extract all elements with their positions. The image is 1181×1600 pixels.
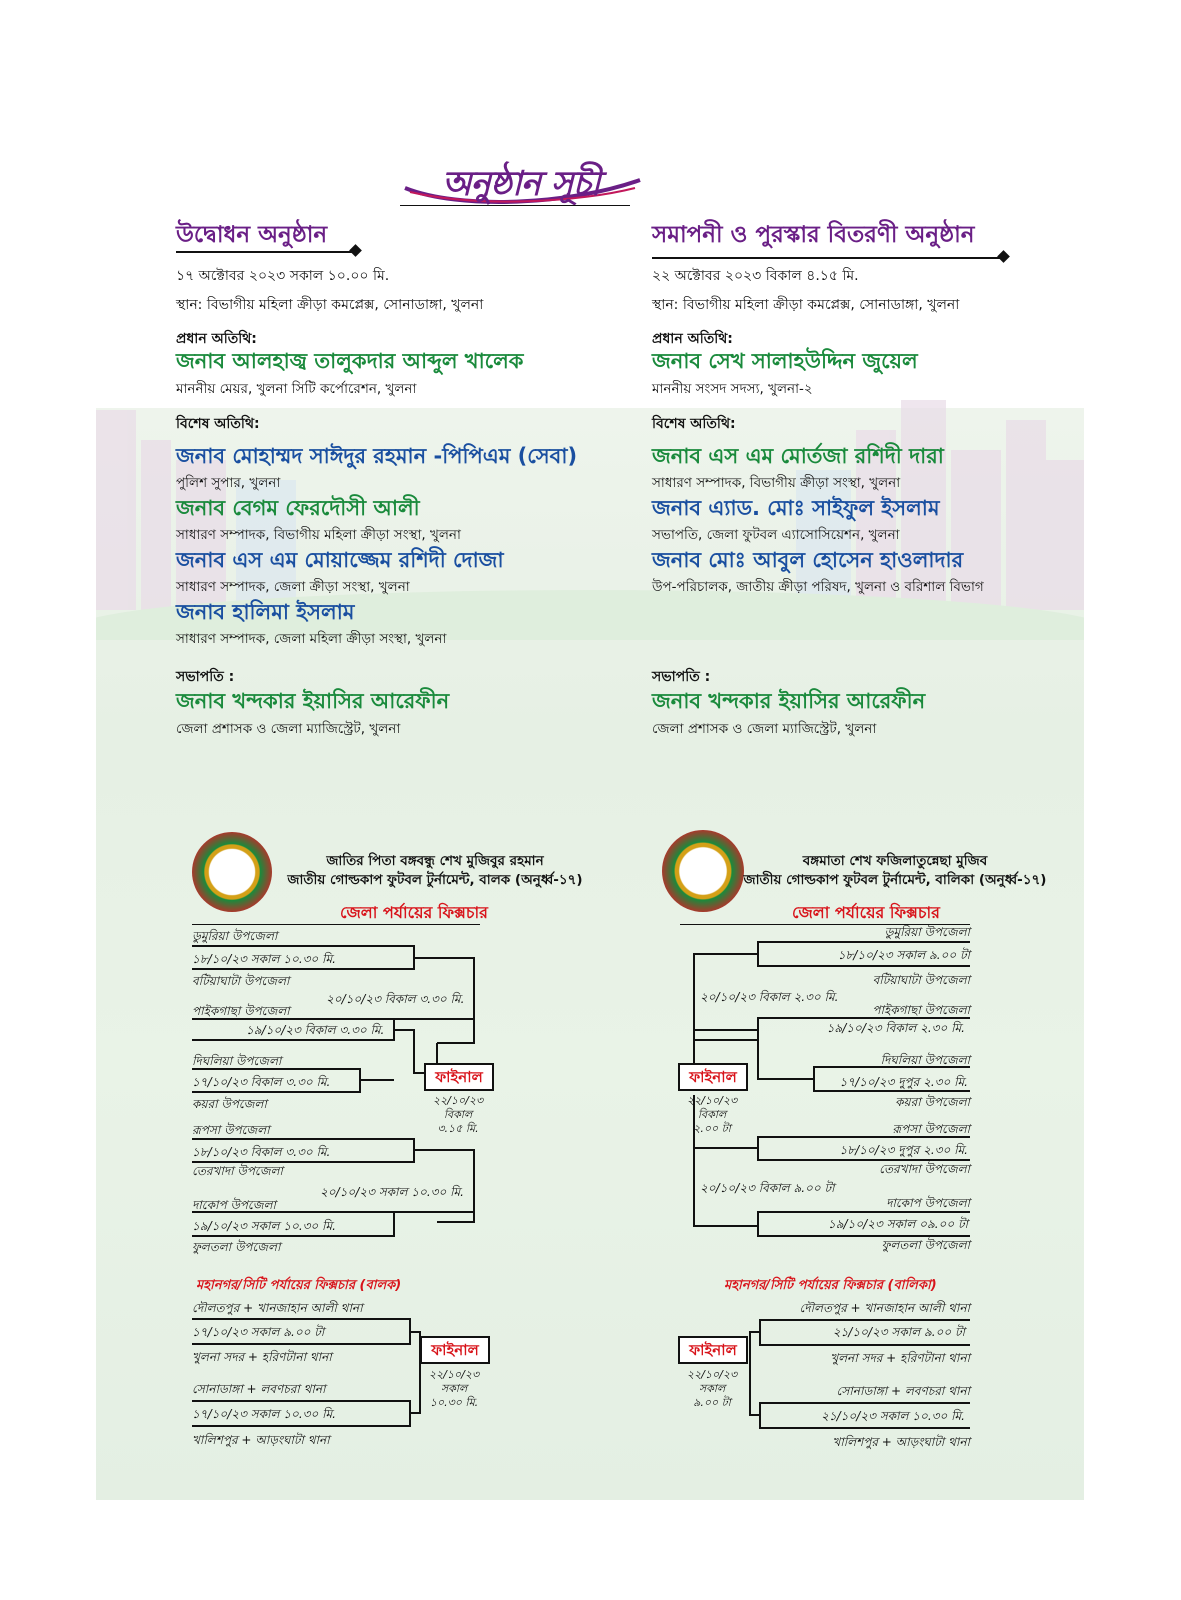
- boys-team: কয়রা উপজেলা: [192, 1097, 267, 1111]
- girls-match: ১৯/১০/২৩ সকাল ০৯.০০ টা: [827, 1217, 968, 1231]
- girls-final-period: বিকাল: [697, 1108, 727, 1121]
- girls-city-final-label: ফাইনাল: [678, 1336, 748, 1364]
- girls-title-line2: জাতীয় গোল্ডকাপ ফুটবল টুর্নামেন্ট, বালিকা (অনুর্ধ্ব-১৭): [743, 872, 1047, 888]
- closing-special-name: জনাব এ্যাড. মোঃ সাইফুল ইসলাম: [652, 496, 940, 520]
- opening-special-name: জনাব এস এম মোয়াজ্জেম রশিদী দোজা: [176, 548, 504, 572]
- opening-chief-name: জনাব আলহাজ্ব তালুকদার আব্দুল খালেক: [176, 349, 524, 373]
- boys-city-final-date: ২২/১০/২৩: [428, 1368, 480, 1381]
- boys-team: ডুমুরিয়া উপজেলা: [192, 929, 278, 943]
- closing-special-desig: সভাপতি, জেলা ফুটবল এ্যাসোসিয়েশন, খুলনা: [652, 527, 900, 543]
- boys-team: তেরখাদা উপজেলা: [192, 1164, 283, 1178]
- girls-team: রূপসা উপজেলা: [892, 1122, 970, 1136]
- opening-heading-underline: [176, 251, 354, 253]
- opening-venue: স্থান: বিভাগীয় মহিলা ক্রীড়া কমপ্লেক্স, সোনাডাঙ্গা, খুলনা: [176, 297, 484, 313]
- girls-city-team: দৌলতপুর + খানজাহান আলী থানা: [799, 1301, 970, 1315]
- boys-city-final-period: সকাল: [440, 1382, 468, 1395]
- diamond-icon: [997, 250, 1010, 263]
- girls-match: ১৯/১০/২৩ বিকাল ২.৩০ মি.: [826, 1021, 965, 1035]
- diamond-icon: [349, 244, 362, 257]
- opening-president-label: সভাপতি :: [176, 669, 235, 685]
- boys-title-line1: জাতির পিতা বঙ্গবন্ধু শেখ মুজিবুর রহমান: [326, 853, 544, 869]
- closing-president-desig: জেলা প্রশাসক ও জেলা ম্যাজিস্ট্রেট, খুলনা: [652, 721, 877, 737]
- closing-chief-desig: মাননীয় সংসদ সদস্য, খুলনা-২: [652, 381, 813, 397]
- girls-title-line1: বঙ্গমাতা শেখ ফজিলাতুন্নেছা মুজিব: [802, 853, 988, 869]
- boys-title-divider: [192, 924, 480, 925]
- opening-datetime: ১৭ অক্টোবর ২০২৩ সকাল ১০.০০ মি.: [176, 268, 390, 284]
- closing-venue: স্থান: বিভাগীয় মহিলা ক্রীড়া কমপ্লেক্স, সোনাডাঙ্গা, খুলনা: [652, 297, 960, 313]
- girls-match: ১৭/১০/২৩ দুপুর ২.৩০ মি.: [839, 1075, 968, 1089]
- closing-special-desig: সাধারণ সম্পাদক, বিভাগীয় ক্রীড়া সংস্থা, খুলনা: [652, 475, 901, 491]
- closing-special-desig: উপ-পরিচালক, জাতীয় ক্রীড়া পরিষদ, খুলনা ও বরিশাল বিভাগ: [652, 579, 984, 595]
- boys-team: পাইকগাছা উপজেলা: [192, 1004, 290, 1018]
- boys-city-match: ১৭/১০/২৩ সকাল ১০.৩০ মি.: [192, 1407, 336, 1421]
- opening-special-desig: সাধারণ সম্পাদক, জেলা মহিলা ক্রীড়া সংস্থা, খুলনা: [176, 631, 447, 647]
- closing-chief-name: জনাব সেখ সালাহউদ্দিন জুয়েল: [652, 349, 918, 373]
- boys-final-date: ২২/১০/২৩: [432, 1094, 484, 1107]
- closing-chief-label: প্রধান অতিথি:: [652, 331, 733, 347]
- girls-team: ডুমুরিয়া উপজেলা: [884, 925, 970, 939]
- opening-special-desig: সাধারণ সম্পাদক, জেলা ক্রীড়া সংস্থা, খুলনা: [176, 579, 410, 595]
- boys-district-title: জেলা পর্যায়ের ফিক্সচার: [340, 903, 488, 922]
- closing-president-label: সভাপতি :: [652, 669, 711, 685]
- girls-match: ২০/১০/২৩ বিকাল ৯.০০ টা: [700, 1181, 835, 1195]
- girls-team: দাকোপ উপজেলা: [886, 1196, 970, 1210]
- girls-city-final-period: সকাল: [698, 1382, 726, 1395]
- girls-city-final-date: ২২/১০/২৩: [686, 1368, 738, 1381]
- boys-title-line2: জাতীয় গোল্ডকাপ ফুটবল টুর্নামেন্ট, বালক (অনুর্ধ্ব-১৭): [287, 872, 583, 888]
- boys-city-final-time: ১০.৩০ মি.: [429, 1396, 479, 1409]
- boys-city-team: সোনাডাঙ্গা + লবণচরা থানা: [192, 1382, 326, 1396]
- girls-final-label: ফাইনাল: [678, 1063, 748, 1091]
- closing-special-label: বিশেষ অতিথি:: [652, 416, 736, 432]
- closing-special-name: জনাব মোঃ আবুল হোসেন হাওলাদার: [652, 548, 964, 572]
- girls-final-time: ২.০০ টা: [693, 1122, 731, 1135]
- boys-team: দিঘলিয়া উপজেলা: [192, 1054, 282, 1068]
- boys-city-title: মহানগর/সিটি পর্যায়ের ফিক্সচার (বালক): [196, 1278, 402, 1293]
- girls-city-title: মহানগর/সিটি পর্যায়ের ফিক্সচার (বালিকা): [724, 1278, 937, 1293]
- boys-city-team: দৌলতপুর + খানজাহান আলী থানা: [192, 1301, 363, 1315]
- opening-special-name: জনাব হালিমা ইসলাম: [176, 600, 355, 624]
- boys-team: রূপসা উপজেলা: [192, 1123, 270, 1137]
- boys-final-time-period: বিকাল: [443, 1108, 473, 1121]
- page-title: অনুষ্ঠান সূচী: [442, 164, 600, 204]
- boys-match: ২০/১০/২৩ বিকাল ৩.৩০ মি.: [326, 992, 465, 1006]
- opening-special-desig: পুলিশ সুপার, খুলনা: [176, 475, 281, 491]
- girls-team: ফুলতলা উপজেলা: [881, 1238, 970, 1252]
- girls-match: ১৮/১০/২৩ সকাল ৯.০০ টা: [837, 948, 970, 962]
- closing-special-name: জনাব এস এম মোর্তজা রশিদী দারা: [652, 444, 944, 468]
- boys-final-label: ফাইনাল: [424, 1063, 494, 1091]
- girls-match: ২০/১০/২৩ বিকাল ২.৩০ মি.: [700, 990, 839, 1004]
- girls-match: ১৮/১০/২৩ দুপুর ২.৩০ মি.: [839, 1143, 968, 1157]
- boys-tournament-logo: [192, 832, 272, 912]
- opening-special-name: জনাব মোহাম্মদ সাঈদুর রহমান -পিপিএম (সেবা): [176, 444, 578, 468]
- opening-special-label: বিশেষ অতিথি:: [176, 416, 260, 432]
- opening-president-desig: জেলা প্রশাসক ও জেলা ম্যাজিস্ট্রেট, খুলনা: [176, 721, 401, 737]
- girls-team: দিঘলিয়া উপজেলা: [880, 1053, 970, 1067]
- boys-match: ১৮/১০/২৩ বিকাল ৩.৩০ মি.: [192, 1145, 331, 1159]
- girls-city-match: ২১/১০/২৩ সকাল ১০.৩০ মি.: [821, 1409, 965, 1423]
- boys-team: বটিয়াঘাটা উপজেলা: [192, 974, 290, 988]
- girls-city-team: সোনাডাঙ্গা + লবণচরা থানা: [836, 1384, 970, 1398]
- opening-president-name: জনাব খন্দকার ইয়াসির আরেফীন: [176, 689, 450, 713]
- girls-final-date: ২২/১০/২৩: [686, 1094, 738, 1107]
- boys-match: ২০/১০/২৩ সকাল ১০.৩০ মি.: [320, 1185, 464, 1199]
- boys-city-final-label: ফাইনাল: [420, 1336, 490, 1364]
- boys-match: ১৯/১০/২৩ সকাল ১০.৩০ মি.: [192, 1219, 336, 1233]
- girls-district-title: জেলা পর্যায়ের ফিক্সচার: [792, 903, 940, 922]
- opening-heading: উদ্বোধন অনুষ্ঠান: [176, 222, 328, 248]
- boys-team: ফুলতলা উপজেলা: [192, 1240, 281, 1254]
- boys-match: ১৮/১০/২৩ সকাল ১০.৩০ মি.: [192, 952, 336, 966]
- boys-city-match: ১৭/১০/২৩ সকাল ৯.০০ টা: [192, 1325, 325, 1339]
- boys-city-team: খালিশপুর + আড়ংঘাটা থানা: [192, 1433, 330, 1447]
- girls-city-match: ২১/১০/২৩ সকাল ৯.০০ টা: [832, 1325, 965, 1339]
- girls-team: পাইকগাছা উপজেলা: [872, 1003, 970, 1017]
- title-divider: [400, 205, 630, 206]
- closing-president-name: জনাব খন্দকার ইয়াসির আরেফীন: [652, 689, 926, 713]
- opening-chief-desig: মাননীয় মেয়র, খুলনা সিটি কর্পোরেশন, খুলনা: [176, 381, 417, 397]
- boys-match: ১৯/১০/২৩ বিকাল ৩.৩০ মি.: [246, 1023, 385, 1037]
- boys-match: ১৭/১০/২৩ বিকাল ৩.৩০ মি.: [192, 1075, 331, 1089]
- girls-city-team: খুলনা সদর + হরিণটানা থানা: [830, 1351, 970, 1365]
- boys-final-time: ৩.১৫ মি.: [437, 1122, 479, 1135]
- closing-datetime: ২২ অক্টোবর ২০২৩ বিকাল ৪.১৫ মি.: [652, 268, 859, 284]
- opening-special-name: জনাব বেগম ফেরদৌসী আলী: [176, 496, 420, 520]
- opening-special-desig: সাধারণ সম্পাদক, বিভাগীয় মহিলা ক্রীড়া সংস্থা, খুলনা: [176, 527, 461, 543]
- closing-heading-underline: [652, 257, 1002, 259]
- girls-team: তেরখাদা উপজেলা: [879, 1162, 970, 1176]
- girls-team: বটিয়াঘাটা উপজেলা: [872, 973, 970, 987]
- girls-city-team: খালিশপুর + আড়ংঘাটা থানা: [832, 1435, 970, 1449]
- closing-heading: সমাপনী ও পুরস্কার বিতরণী অনুষ্ঠান: [652, 222, 975, 248]
- girls-team: কয়রা উপজেলা: [895, 1095, 970, 1109]
- page-title-banner: [400, 150, 650, 220]
- boys-team: দাকোপ উপজেলা: [192, 1198, 276, 1212]
- girls-tournament-logo: [662, 830, 744, 912]
- girls-city-final-time: ৯.০০ টা: [693, 1396, 731, 1409]
- opening-chief-label: প্রধান অতিথি:: [176, 331, 257, 347]
- boys-city-team: খুলনা সদর + হরিণটানা থানা: [192, 1350, 332, 1364]
